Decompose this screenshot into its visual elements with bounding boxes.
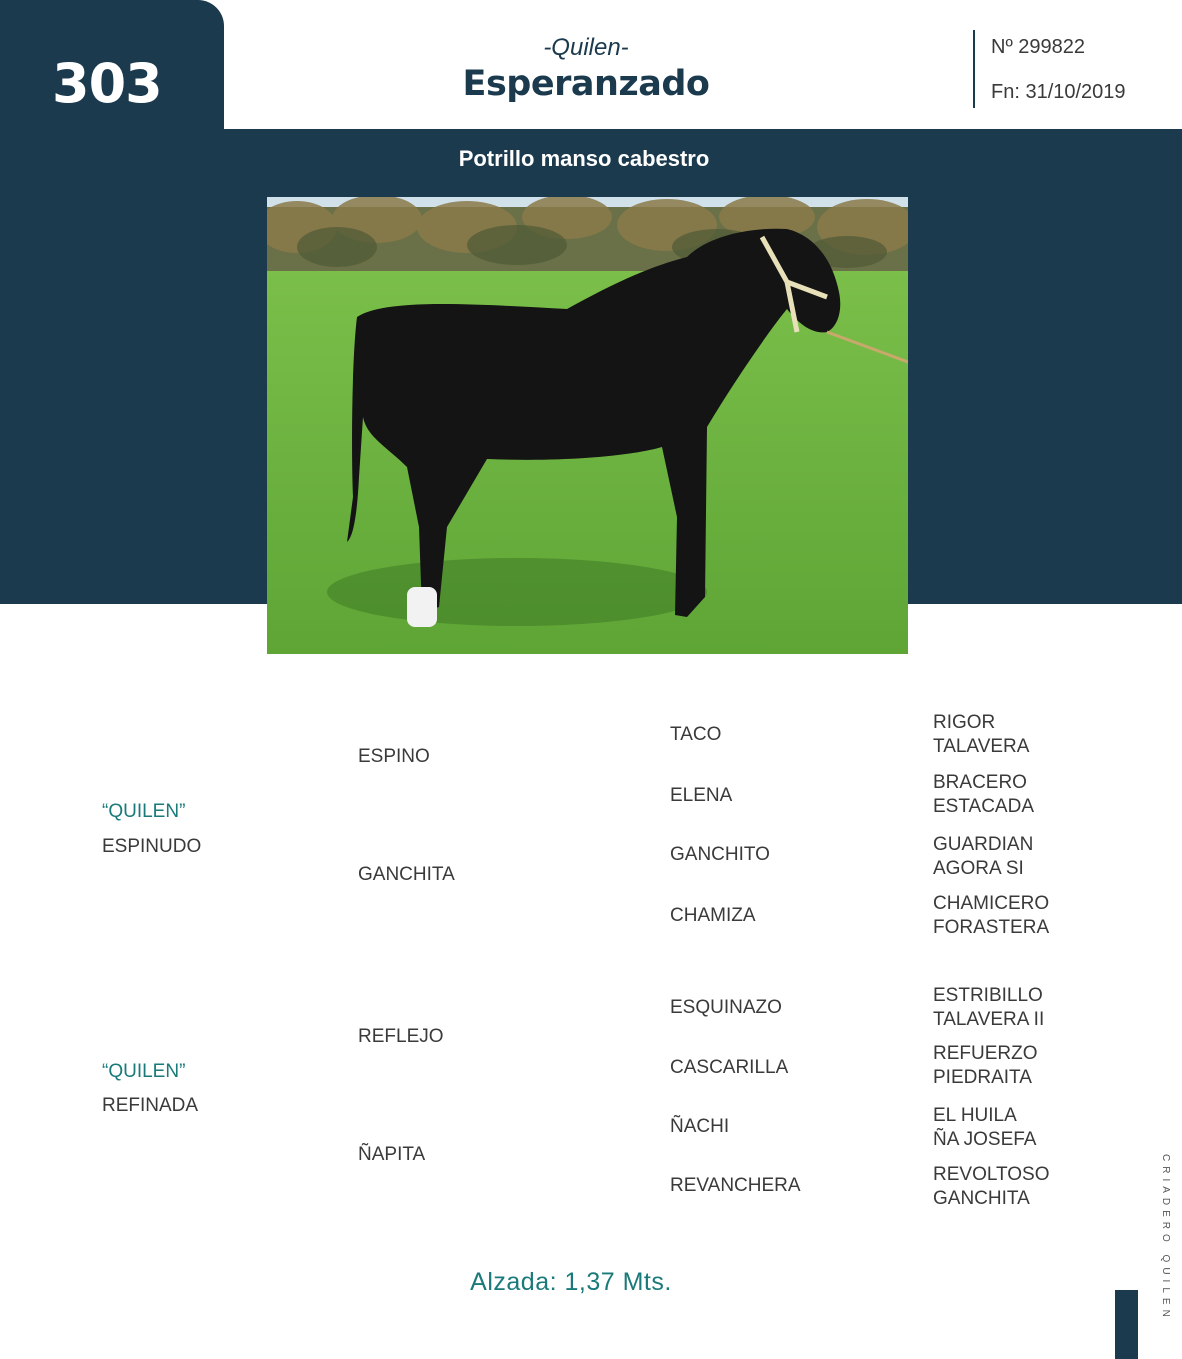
sire-prefix: “QUILEN” bbox=[102, 801, 186, 822]
great-great-grandparent: EL HUILA bbox=[933, 1105, 1017, 1126]
horse-photo bbox=[267, 197, 908, 654]
great-great-grandparent: REVOLTOSO bbox=[933, 1164, 1050, 1185]
great-great-grandparent: REFUERZO bbox=[933, 1043, 1038, 1064]
great-great-grandparent: TALAVERA bbox=[933, 736, 1030, 757]
registration-number: Nº 299822 bbox=[991, 36, 1086, 58]
great-grandparent: ELENA bbox=[670, 785, 733, 806]
great-grandparent: CHAMIZA bbox=[670, 905, 756, 926]
great-grandparent: CASCARILLA bbox=[670, 1057, 789, 1078]
great-grandparent: ÑACHI bbox=[670, 1116, 730, 1137]
grandparent: REFLEJO bbox=[358, 1026, 444, 1047]
side-label: CRIADERO QUILEN bbox=[1160, 1154, 1171, 1322]
great-great-grandparent: ÑA JOSEFA bbox=[933, 1129, 1037, 1150]
great-great-grandparent: BRACERO bbox=[933, 772, 1027, 793]
great-grandparent: ESQUINAZO bbox=[670, 997, 782, 1018]
great-great-grandparent: RIGOR bbox=[933, 712, 996, 733]
title-block bbox=[386, 34, 786, 104]
dam-name: REFINADA bbox=[102, 1095, 199, 1116]
lot-number: 303 bbox=[52, 52, 162, 115]
great-great-grandparent: ESTACADA bbox=[933, 796, 1035, 817]
horse-name: Esperanzado bbox=[462, 64, 710, 104]
great-great-grandparent: AGORA SI bbox=[933, 858, 1024, 879]
great-great-grandparent: PIEDRAITA bbox=[933, 1067, 1032, 1088]
great-grandparent: TACO bbox=[670, 724, 722, 745]
great-great-grandparent: CHAMICERO bbox=[933, 893, 1050, 914]
dam-prefix: “QUILEN” bbox=[102, 1061, 186, 1082]
great-great-grandparent: FORASTERA bbox=[933, 917, 1050, 938]
breeder-prefix: -Quilen- bbox=[543, 34, 629, 61]
great-great-grandparent: GUARDIAN bbox=[933, 834, 1034, 855]
side-bar bbox=[1115, 1290, 1138, 1359]
sire-name: ESPINUDO bbox=[102, 836, 202, 857]
great-grandparent: REVANCHERA bbox=[670, 1175, 801, 1196]
grandparent: ESPINO bbox=[358, 746, 430, 767]
subtitle: Potrillo manso cabestro bbox=[458, 146, 710, 171]
birth-date: Fn: 31/10/2019 bbox=[991, 81, 1126, 103]
great-grandparent: GANCHITO bbox=[670, 844, 770, 865]
height-label: Alzada: 1,37 Mts. bbox=[470, 1268, 672, 1296]
grandparent: ÑAPITA bbox=[358, 1144, 426, 1165]
header-divider bbox=[973, 30, 975, 108]
grandparent: GANCHITA bbox=[358, 864, 455, 885]
great-great-grandparent: TALAVERA II bbox=[933, 1009, 1045, 1030]
great-great-grandparent: ESTRIBILLO bbox=[933, 985, 1043, 1006]
great-great-grandparent: GANCHITA bbox=[933, 1188, 1030, 1209]
